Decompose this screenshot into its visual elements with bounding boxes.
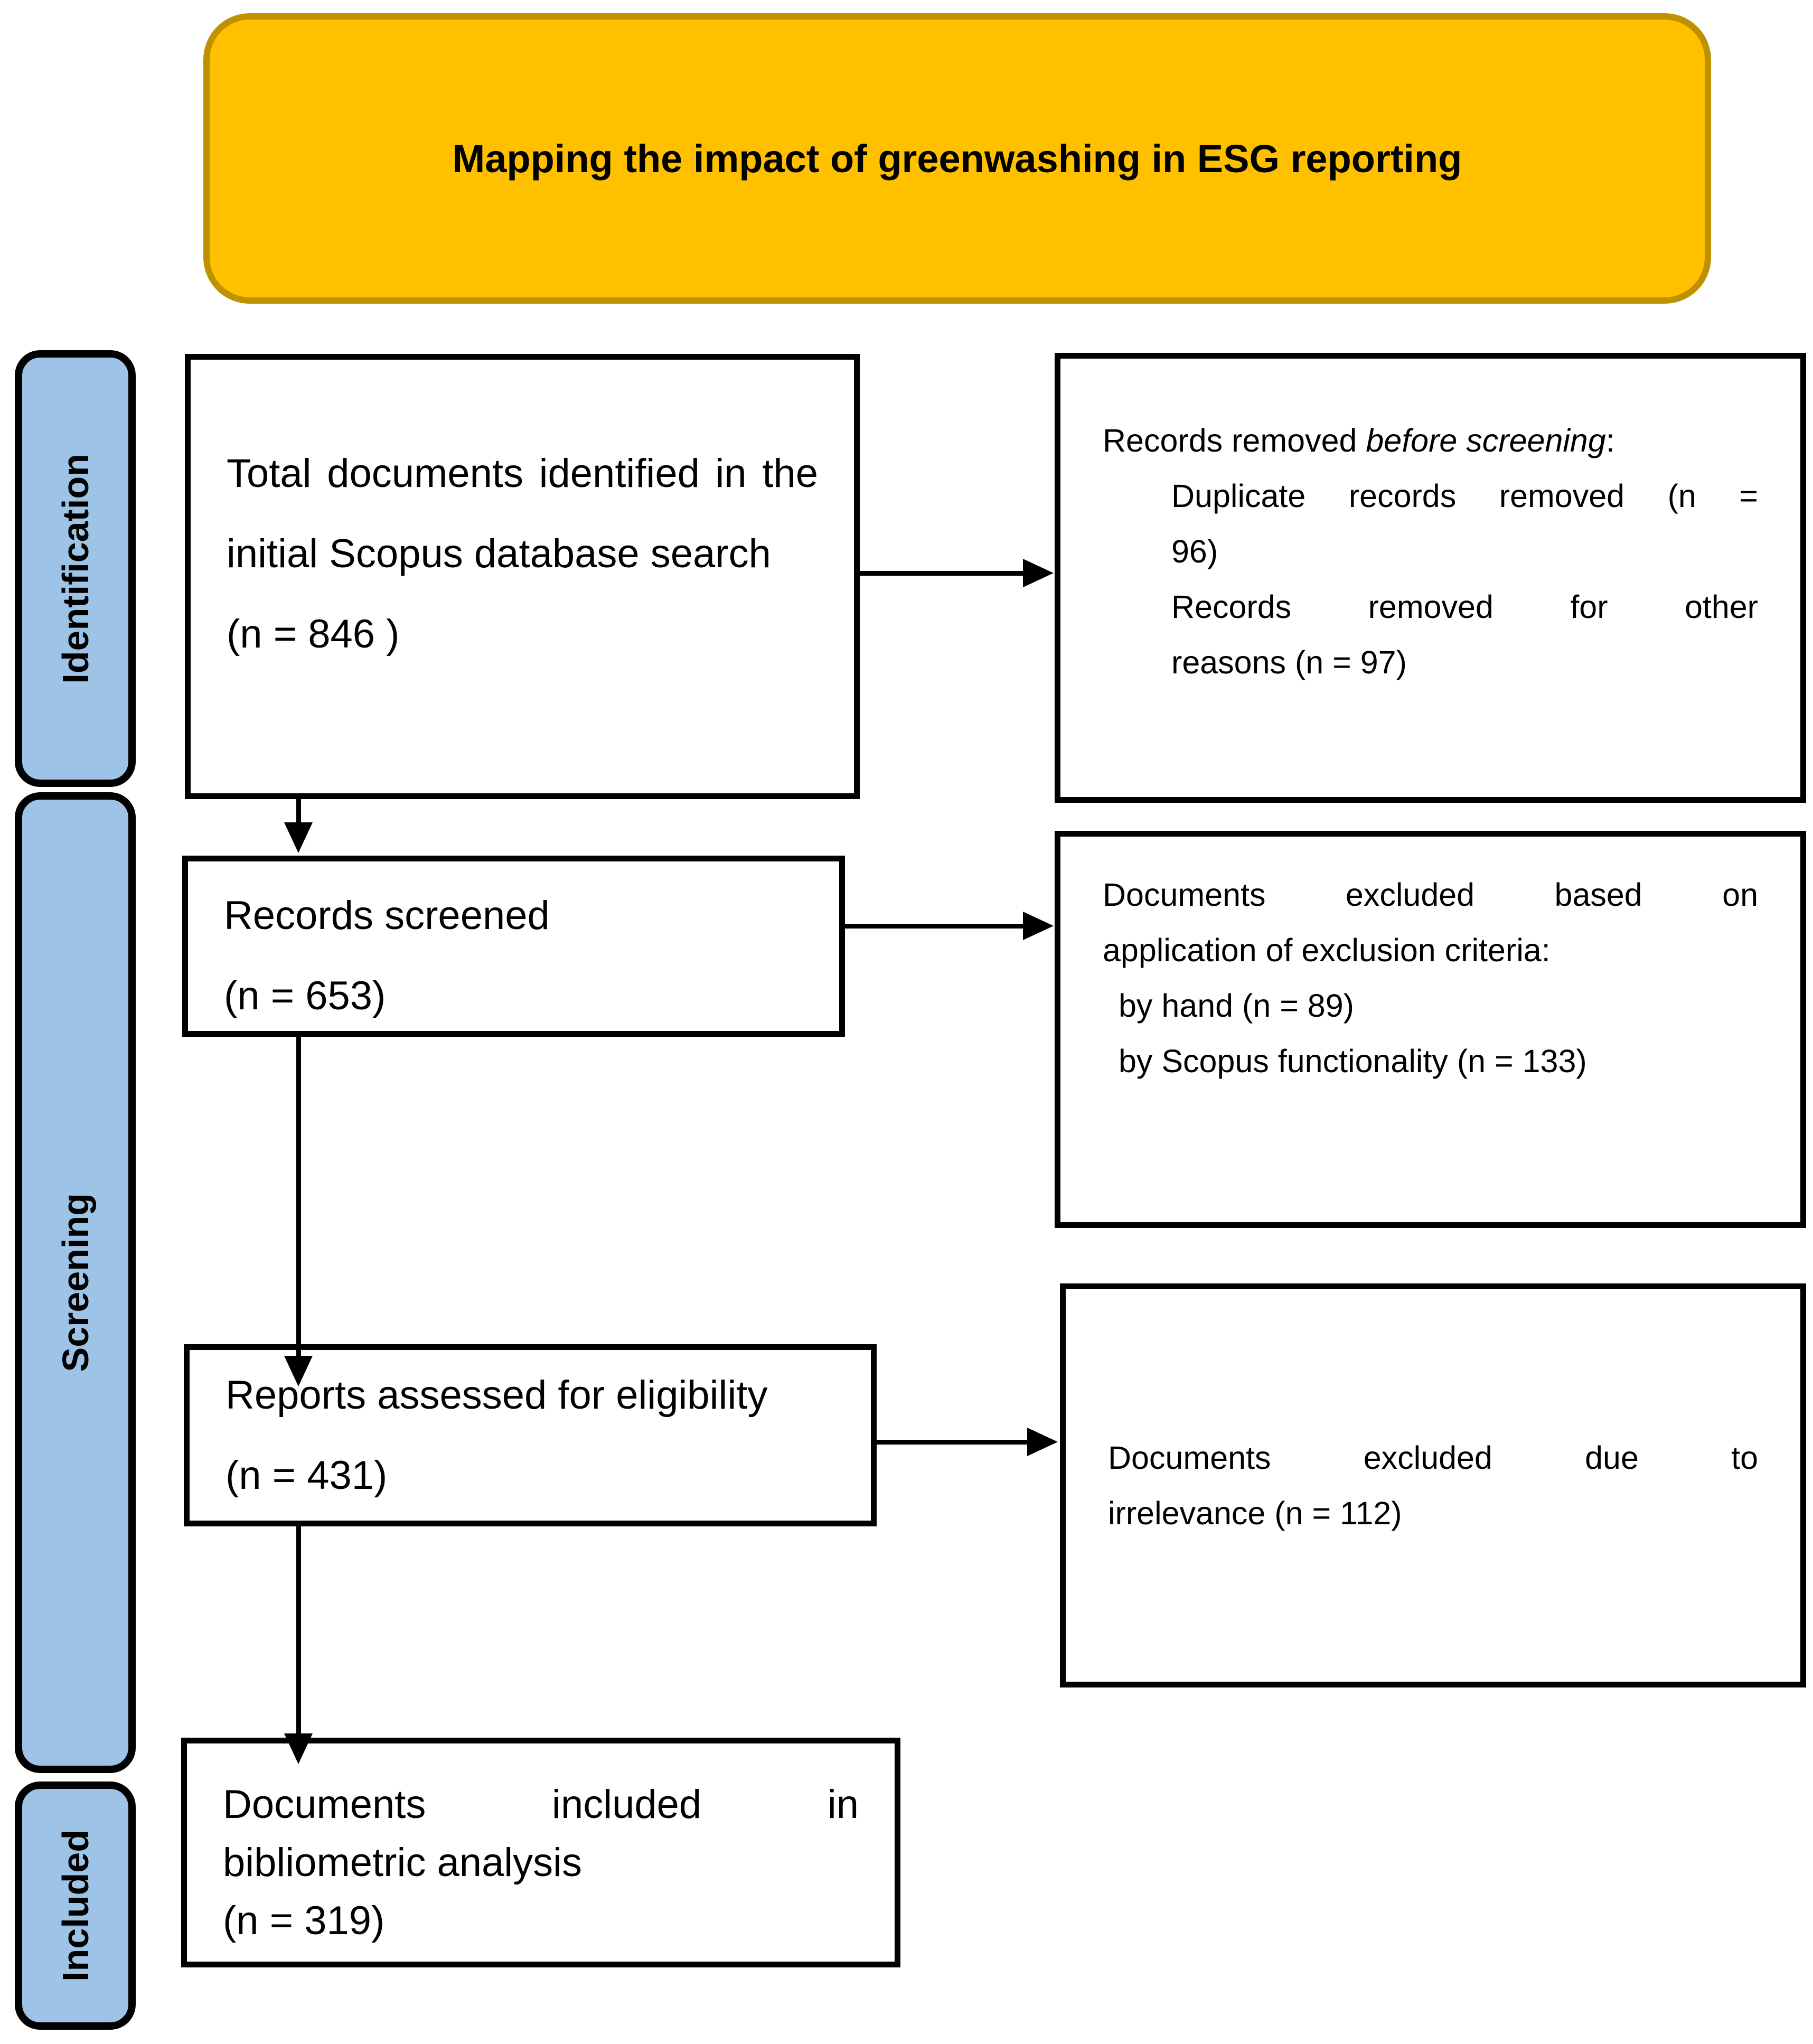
text-line: initial Scopus database search: [227, 531, 771, 576]
arrowhead-down-icon: [284, 1733, 313, 1764]
arrowhead-right-icon: [1023, 559, 1054, 587]
arrowhead-down-icon: [284, 822, 313, 853]
text-line: (n = 431): [226, 1453, 388, 1498]
heading-suffix: :: [1605, 423, 1615, 458]
arrowhead-down-icon: [284, 1356, 313, 1386]
text-line: Documents included in: [223, 1782, 859, 1827]
text-line: 96): [1171, 533, 1218, 569]
text-line: reasons (n = 97): [1171, 644, 1407, 680]
text-line: (n = 846 ): [227, 612, 400, 657]
arrowhead-right-icon: [1027, 1428, 1058, 1456]
stage-label-screening-text: Screening: [54, 1193, 96, 1372]
box-documents-identified: [185, 354, 860, 799]
arrow-screened-to-eligibility: [296, 1037, 301, 1357]
text-line: Records removed for other: [1171, 589, 1758, 625]
arrowhead-right-icon: [1023, 912, 1054, 940]
stage-label-included-text: Included: [54, 1830, 96, 1982]
arrow-eligibility-to-included: [296, 1526, 301, 1734]
stage-label-identification: [15, 350, 136, 787]
arrow-eligibility-to-irrelevance: [877, 1440, 1029, 1445]
stage-label-screening: [15, 792, 136, 1773]
text-line: by hand (n = 89): [1119, 988, 1354, 1024]
text-line: Documents excluded due to: [1108, 1439, 1758, 1476]
heading-prefix: Records removed: [1103, 423, 1366, 458]
text-line: Reports assessed for eligibility: [226, 1373, 768, 1418]
text-line: irrelevance (n = 112): [1108, 1495, 1402, 1531]
box-documents-excluded-irrelevance: [1060, 1283, 1806, 1687]
text-line-heading: [1103, 413, 1758, 468]
arrow-identified-to-screened: [296, 799, 301, 824]
stage-label-included: [15, 1782, 136, 2030]
text-line: Documents excluded based on: [1103, 877, 1758, 913]
heading-italic: before screening: [1366, 423, 1606, 458]
text-line: by Scopus functionality (n = 133): [1119, 1043, 1587, 1079]
box-documents-excluded-criteria: [1055, 831, 1806, 1228]
text-line: (n = 653): [224, 973, 386, 1018]
title-banner: [203, 13, 1711, 304]
text-line: Duplicate records removed (n =: [1171, 478, 1758, 514]
arrow-identified-to-removed: [860, 571, 1025, 576]
box-records-removed-before-screening: [1055, 353, 1806, 803]
diagram-title: Mapping the impact of greenwashing in ESG reporting: [452, 136, 1462, 181]
box-documents-included: [181, 1738, 900, 1967]
text-line: Records screened: [224, 893, 550, 938]
stage-label-identification-text: Identification: [54, 453, 96, 684]
text-line: application of exclusion criteria:: [1103, 932, 1551, 968]
box-records-screened: [182, 856, 845, 1037]
arrow-screened-to-excluded: [845, 924, 1025, 929]
text-line: (n = 319): [223, 1898, 385, 1943]
text-line: Total documents identified in the: [227, 451, 818, 496]
text-line: bibliometric analysis: [223, 1840, 583, 1885]
